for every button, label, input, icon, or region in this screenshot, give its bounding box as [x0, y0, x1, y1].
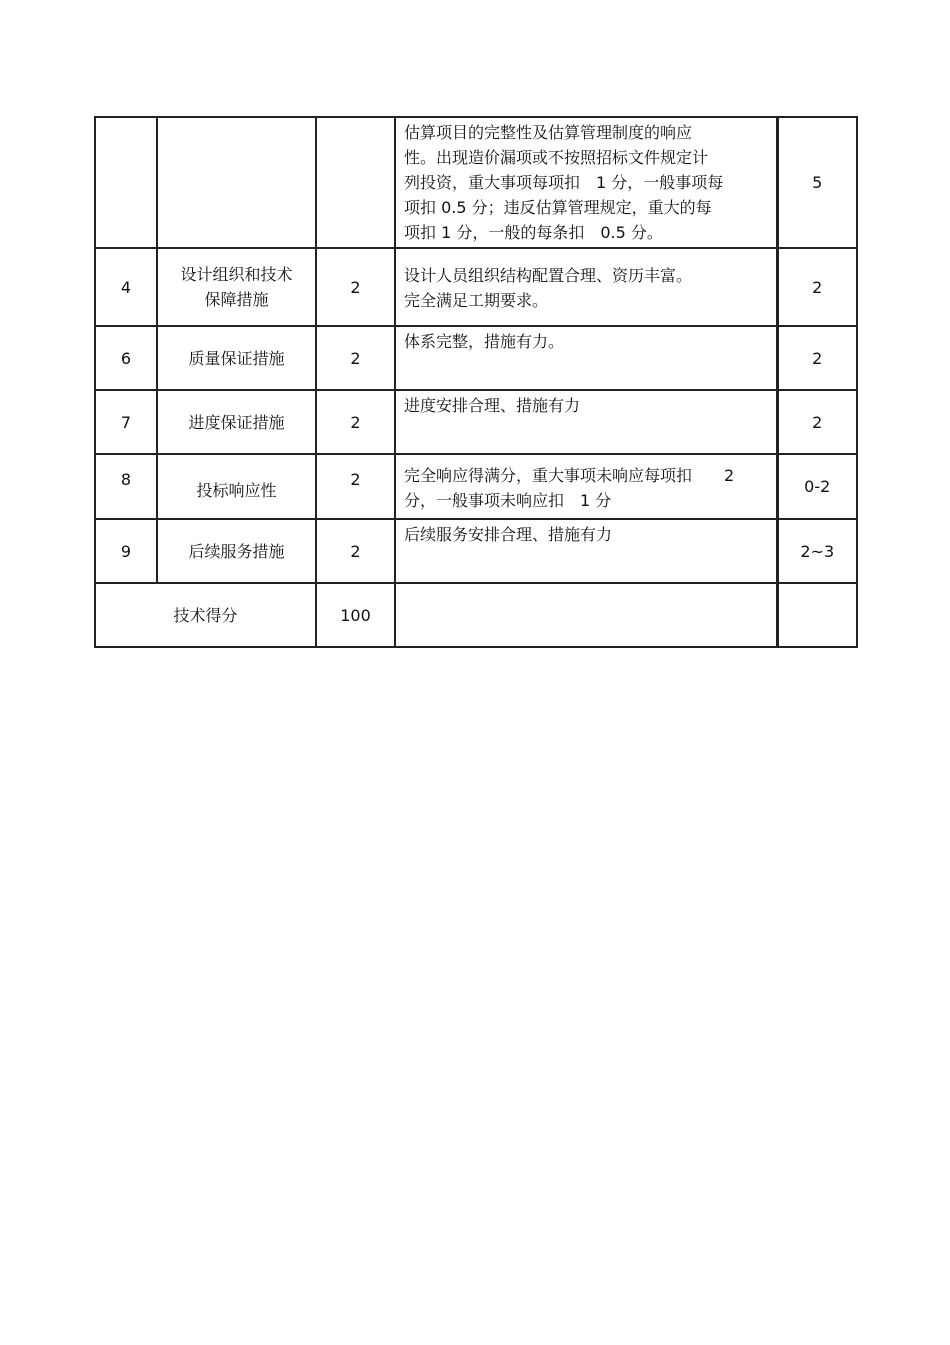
cell-criteria	[395, 454, 777, 519]
cell-score: 2~3	[777, 519, 857, 583]
table-row	[95, 326, 857, 390]
table-row-continuation	[95, 117, 857, 248]
cell-item: 投标响应性	[157, 454, 316, 519]
cell-score: 2	[777, 326, 857, 390]
cell-weight: 2	[316, 454, 395, 519]
item-line: 保障措施	[204, 290, 269, 309]
cell-criteria	[395, 117, 777, 248]
cell-no: 7	[95, 390, 157, 454]
total-label: 技术得分	[95, 583, 316, 647]
item-line: 设计组织和技术	[180, 265, 293, 284]
cell-score: 2	[777, 390, 857, 454]
cell-no: 8	[95, 454, 157, 519]
criteria-line: 分，一般事项未响应扣 1 分	[404, 491, 612, 510]
cell-criteria: 进度安排合理、措施有力	[395, 390, 777, 454]
cell-criteria: 后续服务安排合理、措施有力	[395, 519, 777, 583]
cell-weight: 2	[316, 390, 395, 454]
criteria-line: 列投资，重大事项每项扣 1 分，一般事项每	[404, 173, 724, 192]
cell-no: 9	[95, 519, 157, 583]
cell-weight: 2	[316, 519, 395, 583]
criteria-line: 完全满足工期要求。	[404, 291, 549, 310]
cell-criteria: 体系完整，措施有力。	[395, 326, 777, 390]
technical-scoring-table	[94, 116, 858, 648]
cell-score: 0-2	[777, 454, 857, 519]
table-row	[95, 454, 857, 519]
criteria-line: 完全响应得满分，重大事项未响应每项扣 2	[404, 466, 735, 485]
cell-item: 进度保证措施	[157, 390, 316, 454]
total-criteria	[395, 583, 777, 647]
cell-no	[95, 117, 157, 248]
cell-item: 质量保证措施	[157, 326, 316, 390]
criteria-line: 估算项目的完整性及估算管理制度的响应	[404, 123, 693, 142]
total-score	[777, 583, 857, 647]
table-row-total	[95, 583, 857, 647]
criteria-line: 项扣 0.5 分；违反估算管理规定，重大的每	[404, 198, 712, 217]
cell-item	[157, 248, 316, 326]
cell-no: 4	[95, 248, 157, 326]
criteria-line: 设计人员组织结构配置合理、资历丰富。	[404, 266, 693, 285]
total-weight: 100	[316, 583, 395, 647]
cell-weight: 2	[316, 326, 395, 390]
cell-score: 5	[777, 117, 857, 248]
criteria-line: 项扣 1 分，一般的每条扣 0.5 分。	[404, 223, 663, 242]
cell-no: 6	[95, 326, 157, 390]
cell-weight: 2	[316, 248, 395, 326]
cell-item: 后续服务措施	[157, 519, 316, 583]
table-row	[95, 390, 857, 454]
table-row	[95, 248, 857, 326]
cell-criteria	[395, 248, 777, 326]
cell-weight	[316, 117, 395, 248]
criteria-line: 性。出现造价漏项或不按照招标文件规定计	[404, 148, 709, 167]
table-row	[95, 519, 857, 583]
cell-item	[157, 117, 316, 248]
cell-score: 2	[777, 248, 857, 326]
